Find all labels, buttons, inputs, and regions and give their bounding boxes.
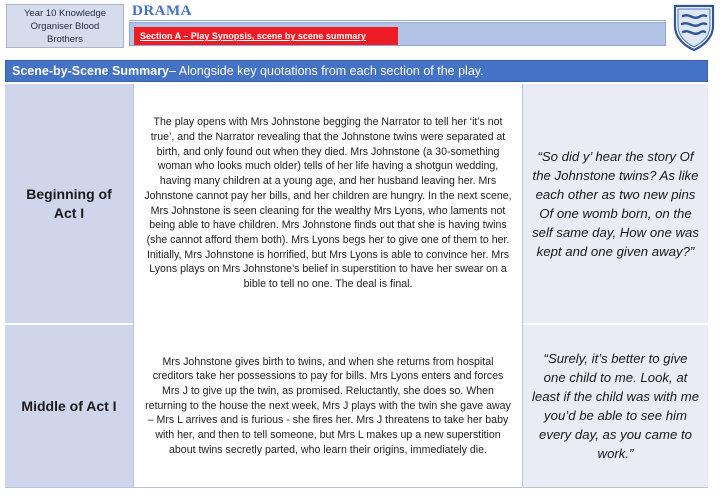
row-2-synopsis-text: Mrs Johnstone gives birth to twins, and when she returns from hospital creditors take her possessions to pay for bills. Mrs Lyons enters and forces Mrs J to give up the twin, as promised. Reluctantly, she does so. When returning to the house the next week, Mrs J plays with the twin she gave away – Mrs L arrives and is furious - she fires her. Mrs J threatens to take her baby with her, and then to tell someone, but Mrs L makes up a new superstition about twins secretly parted, who learn their origins, immediately die. (145, 355, 511, 456)
table-header (5, 60, 708, 82)
school-shield-icon (671, 2, 717, 52)
table-header-rest: – Alongside key quotations from each section of the play. (169, 64, 484, 78)
column-divider-2 (522, 84, 523, 487)
row-1-quote-text: “So did y’ hear the story Of the Johnstone twins? As like each other as two new pins Of one womb born, on the self same day, How one was kept and one given away?” (532, 148, 699, 259)
row-1-quote (523, 84, 708, 323)
page-title: DRAMA (132, 3, 192, 19)
row-1-synopsis (134, 84, 522, 323)
row-2-quote-text: “Surely, it’s better to give one child to me. Look, at least if the child was with me you’d be able to see him every day, as you came to work.” (531, 351, 700, 461)
row-2-act-text: Middle of Act I (21, 397, 117, 414)
table-header-bold: Scene-by-Scene Summary (12, 64, 170, 78)
subject-tag-text: Year 10 Knowledge Organiser Blood Brothers (23, 7, 107, 45)
row-2-quote (523, 325, 708, 487)
row-divider (5, 323, 708, 325)
section-label (134, 27, 398, 45)
subject-tag (6, 4, 124, 48)
row-1-synopsis-text: The play opens with Mrs Johnstone begging the Narrator to tell her ‘it’s not true’, and the Narrator revealing that the Johnstone twins were separated at birth, and only found out when they died. Mrs Johnstone (a 30-something woman who looks much older) tells of her life having a shotgun wedding, having many children at a young age, and her husband leaving her. Mrs Johnstone cannot pay her bills, and her children are hungry. In the next scene, Mrs Johnstone is seen cleaning for the wealthy Mrs Lyons, who laments not being able to have children. Mrs Johnstone finds out that she is having twins (she cannot afford them both). Mrs Lyons begs her to give one of them to her. Initially, Mrs Johnstone is horrified, but Mrs Lyons is able to convince her. Mrs Lyons plays on Mrs Johnstone’s belief in superstition to have her swear on a bible to tell no one. The deal is final. (144, 116, 512, 291)
row-2-synopsis (134, 325, 522, 487)
table-bottom-border (5, 487, 708, 488)
column-divider-1 (133, 84, 134, 487)
row-1-act-text: Beginning of Act I (26, 185, 112, 221)
title-rule (129, 20, 666, 21)
section-label-text: Section A – Play Synopsis, scene by scene summary (140, 31, 366, 41)
row-1-act (5, 84, 133, 323)
row-2-act (5, 325, 133, 487)
